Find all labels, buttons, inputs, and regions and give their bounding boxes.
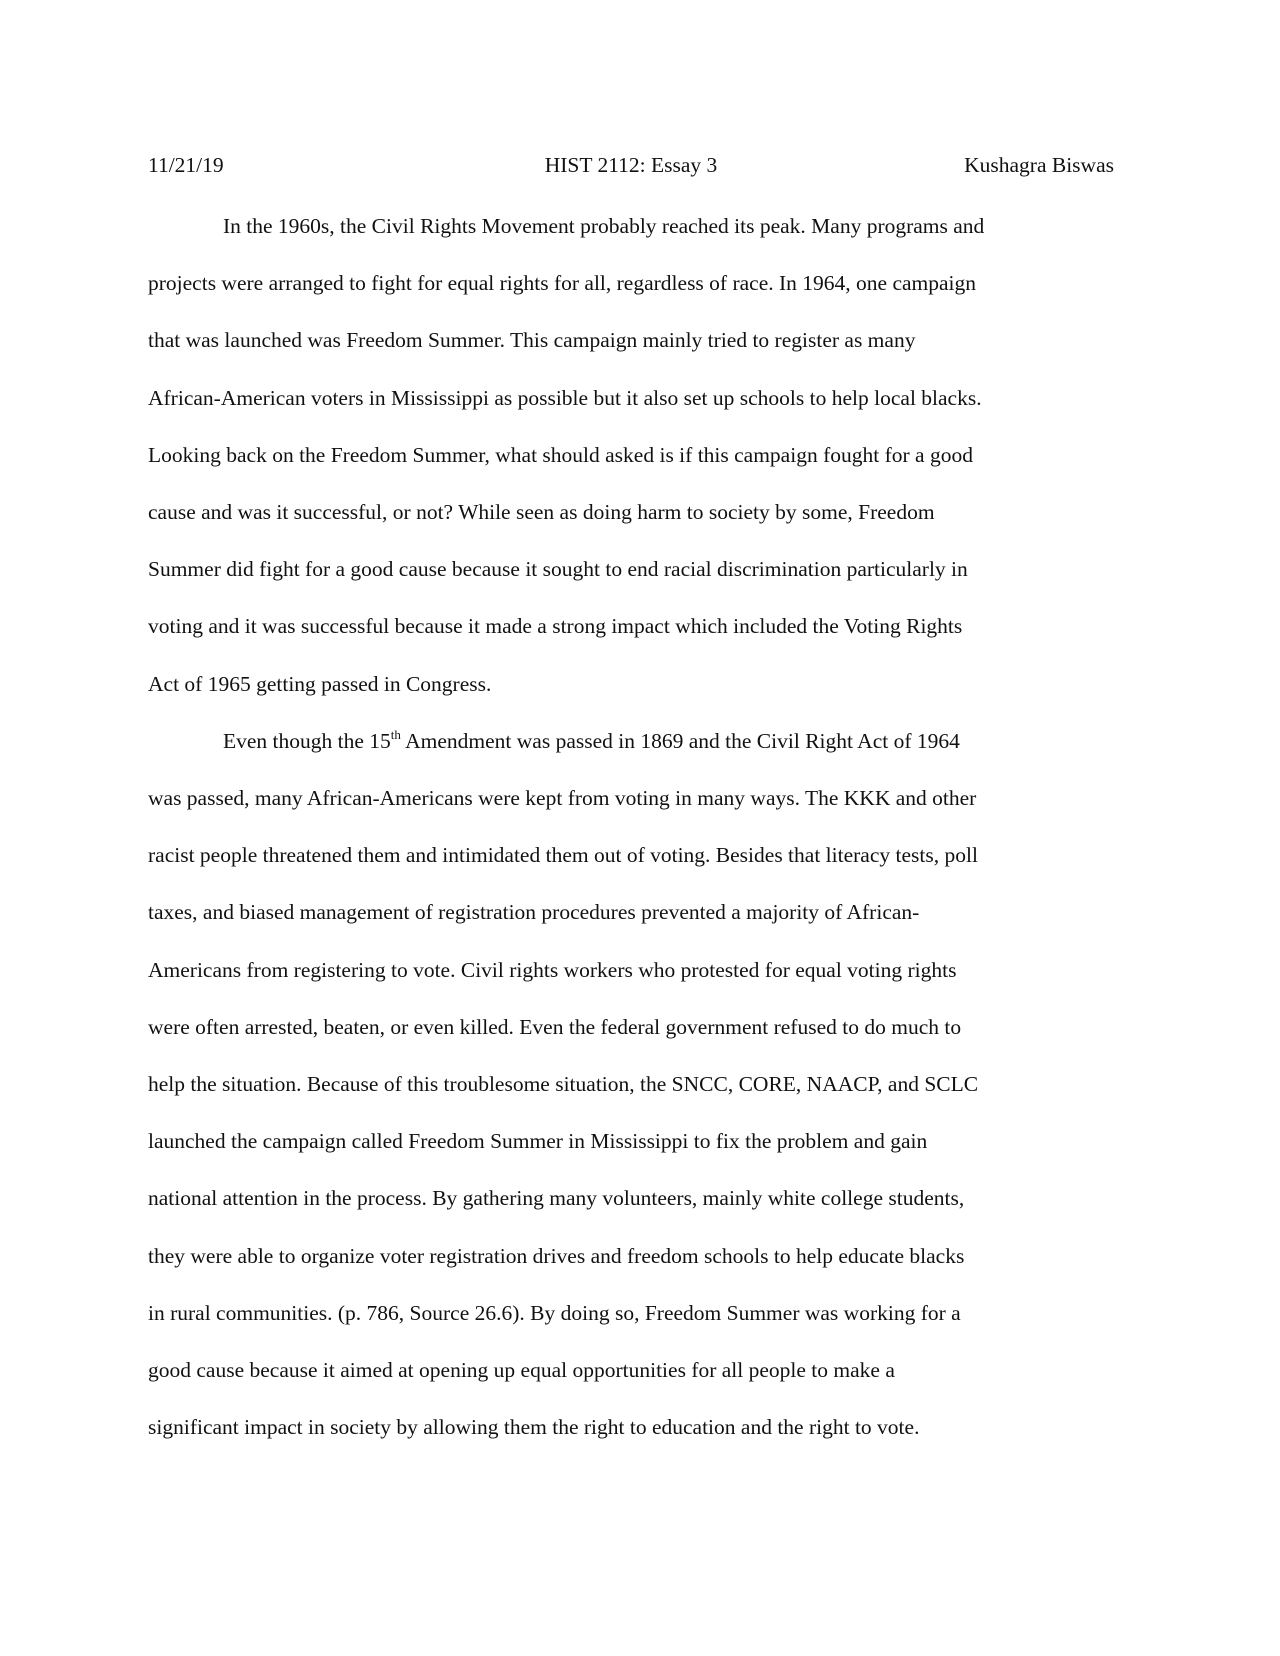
paragraph-line: that was launched was Freedom Summer. This campaign mainly tried to register as many — [148, 328, 916, 353]
paragraph-line: good cause because it aimed at opening up equal opportunities for all people to make a — [148, 1358, 895, 1383]
page-header — [148, 150, 1114, 180]
paragraph-line: Looking back on the Freedom Summer, what should asked is if this campaign fought for a good — [148, 442, 973, 467]
paragraph-line: In the 1960s, the Civil Rights Movement probably reached its peak. Many programs and — [223, 214, 985, 238]
paragraph-line: Summer did fight for a good cause because it sought to end racial discrimination particularly in — [148, 557, 968, 582]
header-course-title: HIST 2112: Essay 3 — [544, 153, 718, 177]
header-author-name: Kushagra Biswas — [964, 153, 1114, 177]
line-text-before-superscript: Even though the 15 — [223, 728, 391, 753]
paragraph-line: was passed, many African-Americans were kept from voting in many ways. The KKK and other — [148, 786, 977, 811]
ordinal-superscript: th — [390, 726, 401, 742]
paragraph-line: national attention in the process. By gathering many volunteers, mainly white college students, — [148, 1186, 965, 1211]
paragraph-line: in rural communities. (p. 786, Source 26.6). By doing so, Freedom Summer was working for a — [148, 1300, 961, 1325]
paragraph-line: significant impact in society by allowing them the right to education and the right to vote. — [148, 1415, 920, 1440]
line-text-after-superscript: Amendment was passed in 1869 and the Civil Right Act of 1964 — [400, 728, 960, 753]
paragraph-line: were often arrested, beaten, or even killed. Even the federal government refused to do much to — [148, 1014, 962, 1039]
paragraph-line: help the situation. Because of this troublesome situation, the SNCC, CORE, NAACP, and SCLC — [148, 1072, 979, 1097]
essay-body — [148, 198, 1116, 1456]
paragraph-line: they were able to organize voter registration drives and freedom schools to help educate blacks — [148, 1243, 965, 1268]
paragraph-line: racist people threatened them and intimidated them out of voting. Besides that literacy tests, poll — [148, 843, 978, 868]
paragraph-line: projects were arranged to fight for equal rights for all, regardless of race. In 1964, one campaign — [148, 271, 977, 296]
paragraph-1 — [148, 198, 1116, 713]
paragraph-2 — [148, 713, 1116, 1457]
paragraph-line: Act of 1965 getting passed in Congress. — [148, 671, 492, 696]
header-date: 11/21/19 — [148, 153, 224, 177]
paragraph-first-line — [223, 713, 1116, 770]
paragraph-line: voting and it was successful because it made a strong impact which included the Voting Rights — [148, 614, 963, 639]
paragraph-line: cause and was it successful, or not? While seen as doing harm to society by some, Freedom — [148, 500, 935, 525]
paragraph-line: African-American voters in Mississippi as possible but it also set up schools to help local blacks. — [148, 385, 982, 410]
paragraph-line: launched the campaign called Freedom Summer in Mississippi to fix the problem and gain — [148, 1129, 928, 1154]
paragraph-line: Americans from registering to vote. Civil rights workers who protested for equal voting rights — [148, 957, 957, 982]
paragraph-line: taxes, and biased management of registration procedures prevented a majority of African- — [148, 900, 920, 925]
